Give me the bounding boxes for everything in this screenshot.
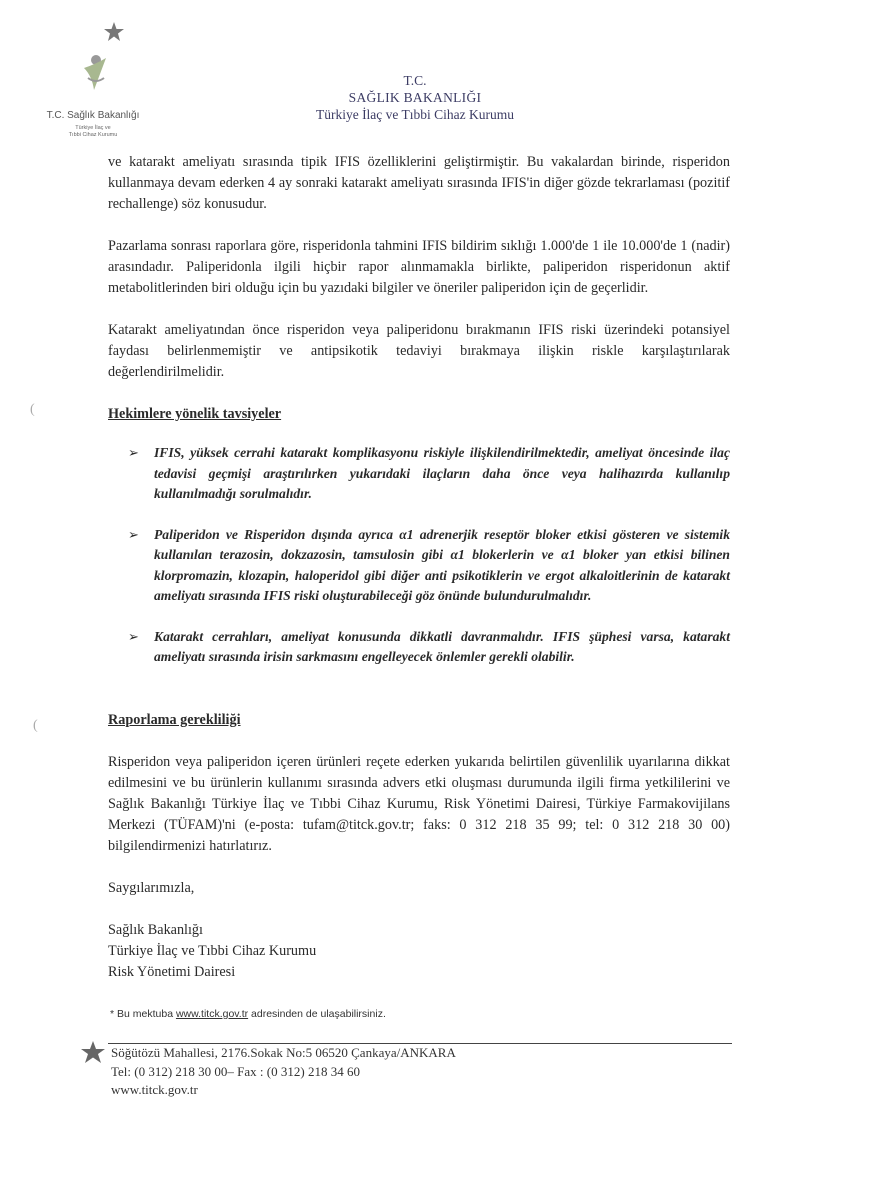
reporting-paragraph: Risperidon veya paliperidon içeren ürünleri reçete ederken yukarıda belirtilen güvenlilik uyarılarına dikkat edilmesini ve bu ürünlerin kullanımı sırasında advers etki oluşması durumunda ilgili firma yetkililerini ve Sağlık Bakanlığı Türkiye İlaç ve Tıbbi Cihaz Kurumu, Risk Yönetimi Dairesi, Türkiye Farmakovijilans Merkezi (TÜFAM)'ni (e-posta: tufam@titck.gov.tr; faks: 0 312 218 35 99; tel: 0 312 218 30 00) bilgilendirmenizi hatırlatırız. [108,753,730,854]
arrow-bullet-icon: ➢ [128,526,139,542]
margin-mark: ( [30,402,35,417]
closing-greeting: Saygılarımızla, [108,879,195,896]
logo-name: T.C. Sağlık Bakanlığı [46,110,140,121]
footer-phone: Tel: (0 312) 218 30 00– Fax : (0 312) 218 34 60 [111,1063,360,1079]
crescent-star-emblem-icon [48,18,138,110]
logo-subtitle: Türkiye İlaç ve [75,125,111,131]
section-heading-recommendations: Hekimlere yönelik tavsiyeler [108,406,282,422]
header-line-ministry: SAĞLIK BAKANLIĞI [348,90,482,105]
recommendation-text: Paliperidon ve Risperidon dışında ayrıca α1 adrenerjik reseptör bloker etkisi gösteren ve sistemik kullanılan terazosin, dokzazosin, tamsulosin gibi α1 blokerlerin ve α1 bloker yan etkisi bilinen klorpromazin, klozapin, haloperidol gibi diğer anti psikotiklerin ve ergot alkaloitlerinin de katarakt ameliyatı sırasında IFIS riski oluşturabileceği göz önünde bulundurulmalıdır. [154,526,730,603]
recommendation-text: IFIS, yüksek cerrahi katarakt komplikasyonu riskiyle ilişkilendirilmektedir, ameliyat öncesinde ilaç tedavisi geçmişi araştırılırken yukarıdaki ilaçların daha önce veya halihazırda kullanılıp kullanılmadığı sorulmalıdır. [154,445,730,501]
header-line-agency: Türkiye İlaç ve Tıbbi Cihaz Kurumu [315,107,515,122]
ministry-logo [28,18,158,148]
signature-line: Sağlık Bakanlığı [108,921,203,938]
letter-header [230,72,600,123]
list-item [108,627,730,668]
paragraph: ve katarakt ameliyatı sırasında tipik IFIS özelliklerini geliştirmiştir. Bu vakalardan birinde, risperidon kullanmaya devam ederken 4 ay sonraki katarakt ameliyatı sırasında IFIS'in diğer gözde tekrarlaması (pozitif rechallenge) söz konusudur. [108,154,730,212]
logo-subtitle: Tıbbi Cihaz Kurumu [68,132,118,138]
list-item [108,525,730,607]
footnote-suffix: adresinden de ulaşabilirsiniz. [248,1008,386,1020]
star-emblem-icon [80,1040,106,1064]
footnote-prefix: * Bu mektuba [110,1008,176,1020]
letter-body [108,152,730,983]
margin-mark: ( [33,718,38,733]
signature-line: Türkiye İlaç ve Tıbbi Cihaz Kurumu [108,942,317,959]
recommendation-list [108,443,730,668]
section-heading-reporting: Raporlama gerekliliği [108,711,241,728]
list-item [108,443,730,505]
paragraph: Pazarlama sonrası raporlara göre, risperidonla tahmini IFIS bildirim sıklığı 1.000'de 1 ile 10.000'de 1 (nadir) arasındadır. Paliperidonla ilgili hiçbir rapor alınmamakla birlikte, paliperidon risperidonun aktif metabolitlerinden biri olduğu için bu yazıdaki bilgiler ve öneriler paliperidon için de geçerlidir. [108,238,730,296]
letter-footer [111,1044,456,1100]
header-line-tc: T.C. [403,73,427,88]
footnote-link[interactable]: www.titck.gov.tr [175,1008,249,1020]
arrow-bullet-icon: ➢ [128,445,139,460]
footer-website[interactable]: www.titck.gov.tr [111,1082,198,1097]
paragraph: Katarakt ameliyatından önce risperidon veya paliperidonu bırakmanın IFIS riski üzerindeki potansiyel faydası belirlenmemiştir ve antipsikotik tedaviyi bırakmaya ilişkin riskle karşılaştırılarak değerlendirilmelidir. [108,322,730,380]
footnote [110,1008,710,1020]
recommendation-text: Katarakt cerrahları, ameliyat konusunda dikkatli davranmalıdır. IFIS şüphesi varsa, katarakt ameliyatı sırasında irisin sarkmasını engelleyecek önlemler gerekli olabilir. [154,628,730,664]
footer-address: Söğütözü Mahallesi, 2176.Sokak No:5 06520 Çankaya/ANKARA [111,1045,456,1060]
arrow-bullet-icon: ➢ [128,628,139,644]
signature-line: Risk Yönetimi Dairesi [108,963,236,980]
